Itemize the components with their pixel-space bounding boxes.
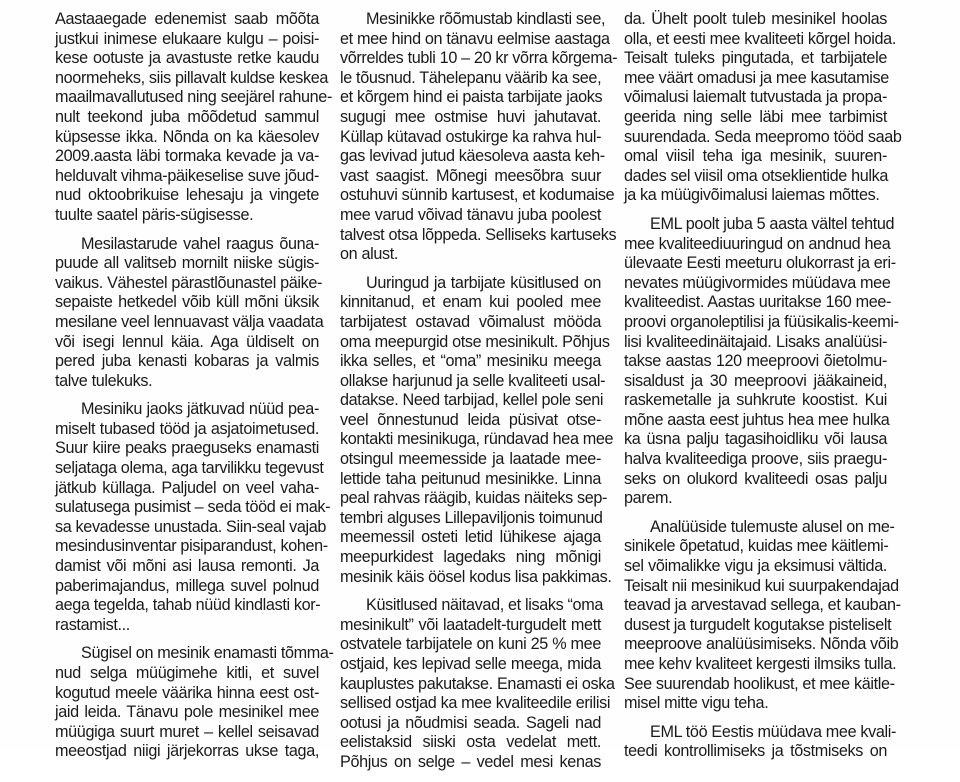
text-line: seks on olukord kvaliteedi osas palju: [624, 469, 887, 488]
text-line: mee väärt omadusi ja mee kasutamise: [624, 68, 889, 87]
text-line: meemessil osteti letid lühikese ajaga: [340, 528, 601, 547]
text-line: mesinikult” või laatadelt-turgudelt mett: [340, 615, 601, 634]
text-line: sulatusega pusimist – seda tööd ei mak-: [55, 498, 331, 517]
text-line: küpsesse ikka. Nõnda on ka käesolev: [55, 127, 319, 146]
text-line: ostjaid, kes lepivad selle meega, mida: [340, 655, 601, 673]
paragraph: [55, 10, 332, 226]
text-line: eelistaksid siiski osta vedelat mett.: [340, 733, 601, 752]
text-line: rastamist...: [55, 615, 130, 634]
text-line: mee kvaliteediuuringud on andnud hea: [624, 234, 891, 253]
text-line: EML poolt juba 5 aasta vältel tehtud: [650, 214, 895, 233]
text-line: jaid leida. Tänavu pole mesinikel mee: [55, 703, 319, 722]
text-line: ootusi ja nõudmisi seada. Sageli nad: [340, 713, 601, 732]
text-line: tuulte saatel päris-sügisesse.: [55, 205, 254, 224]
text-line: dades sel viisil oma otseklientide hulka: [624, 166, 889, 185]
paragraph: [340, 596, 615, 772]
text-line: omal viisil teha iga mesinik, suuren-: [624, 147, 887, 166]
text-line: kvaliteedist. Aastas uuritakse 160 mee-: [624, 293, 892, 312]
text-column-1: [55, 10, 334, 771]
text-line: geerida ning selle läbi mee tarbimist: [624, 107, 887, 126]
paragraph: [340, 10, 618, 265]
text-line: müügiga suurt muret – kellel seisavad: [55, 722, 319, 741]
text-line: võrreldes tubli 10 – 20 kr võrra kõrgema-: [340, 49, 618, 68]
text-column-2: [340, 10, 618, 782]
text-column-3: [624, 10, 902, 771]
text-line: tarbijatest ostavad võimalust mööda: [340, 312, 601, 331]
text-line: kogutud meele väärika hinna eest ost-: [55, 683, 319, 702]
text-line: talve tulekuks.: [55, 371, 153, 390]
text-line: võimalusi laiemalt tutvustada ja propa-: [624, 88, 887, 107]
text-line: Põhjus on selge – vedel mesi kenas: [340, 752, 601, 771]
text-line: Mesiniku jaoks jätkuvad nüüd pea-: [81, 400, 319, 419]
text-line: maailmavallutused ning seejärel rahune-: [55, 88, 332, 107]
text-line: parem.: [624, 489, 673, 508]
text-line: dusest ja turgudelt kogutakse pisteliselt: [624, 615, 892, 634]
text-line: teedi kontrollimiseks ja tõstmiseks on: [624, 742, 887, 761]
text-line: aega tegelda, tahab nüüd kindlasti kor-: [55, 596, 321, 615]
text-line: raskemetalle ja suhkrute koostist. Kui: [624, 391, 887, 410]
text-line: on alust.: [340, 245, 399, 264]
text-line: meeostjad niigi järjekorras ukse taga,: [55, 742, 319, 761]
text-line: mesindusinventar pisiparandust, kohen-: [55, 537, 328, 556]
text-line: sisaldust ja 30 meeproovi jääkaineid,: [624, 371, 887, 390]
text-line: Mesinikke rõõmustab kindlasti see,: [366, 10, 606, 28]
text-line: sepaiste hetkedel võib küll mõni üksik: [55, 293, 319, 312]
text-line: kauplustes pakutakse. Enamasti ei oska: [340, 674, 615, 693]
text-line: vast saagist. Mõnegi meesõbra suur: [340, 166, 601, 185]
text-line: peal rahvas räägib, kuidas näiteks sep-: [340, 489, 608, 508]
text-line: meepurkidest lagedaks ning mõnigi: [340, 548, 601, 567]
text-line: sel võimalikke vigu ja eksimusi vältida.: [624, 557, 887, 576]
text-line: Mesilastarude vahel raagus õuna-: [81, 234, 319, 253]
text-line: jätkub küllaga. Paljudel on veel vaha-: [55, 478, 319, 497]
text-line: meeproove analüüsimiseks. Nõnda võib: [624, 635, 899, 654]
text-line: veel õnnestunud leida püsivat otse-: [340, 410, 601, 429]
text-line: nevates müügivormides müüdava mee: [624, 273, 891, 292]
paragraph: [55, 400, 331, 635]
text-line: vaikus. Vähestel pärastlõunastel päike-: [55, 273, 323, 292]
text-line: ostuhuvi sünnib kartusest, et kodumaise: [340, 186, 615, 205]
text-line: olla, et eesti mee kvaliteeti kõrgel hoida.: [624, 29, 896, 48]
text-line: Küllap kütavad ostukirge ka rahva hul-: [340, 127, 602, 146]
text-line: da. Ühelt poolt tuleb mesinikel hoolas: [624, 10, 887, 28]
text-line: takse aastas 120 meeproovi õietolmu-: [624, 352, 887, 371]
text-line: justkui inimese elukaare kulgu – poisi-: [55, 29, 319, 48]
text-line: Sügisel on mesinik enamasti tõmma-: [81, 644, 334, 663]
text-line: mee varud võivad tänavu juba poolest: [340, 205, 601, 224]
text-line: teavad ja arvestavad sellega, et kauban-: [624, 596, 901, 615]
text-line: puude all valitseb mornilt niiske sügis-: [55, 254, 319, 273]
text-line: proovi organoleptilisi ja füüsikalis-keemi-: [624, 312, 899, 331]
text-line: EML töö Eestis müüdava mee kvali-: [650, 722, 897, 741]
text-line: nud selga müügimehe kitli, et suvel: [55, 664, 319, 682]
text-line: paberimajandus, millega suvel polnud: [55, 576, 319, 595]
text-line: ikka selles, et “oma” mesiniku meega: [340, 352, 601, 371]
text-line: sa kevadesse unustada. Siin-seal vajab: [55, 517, 327, 536]
text-line: suurendada. Seda meepromo tööd saab: [624, 127, 902, 146]
text-line: misel mitte vigu teha.: [624, 694, 769, 713]
text-line: mesinik käis öösel kodus lisa pakkimas.: [340, 567, 612, 586]
text-line: kese ootuste ja avastuste retke kaudu: [55, 49, 319, 68]
text-line: nult teekond juba mõõdetud sammul: [55, 107, 319, 126]
paragraph: [340, 273, 614, 588]
text-line: otsingul meemesside ja laatade mee-: [340, 450, 601, 469]
text-line: le tõusnud. Tähelepanu väärib ka see,: [340, 68, 602, 87]
paragraph: [624, 722, 897, 762]
text-line: Uuringud ja tarbijate küsitlused on: [366, 273, 601, 292]
text-line: või isegi lennul käia. Aga üldiselt on: [55, 332, 319, 351]
text-line: miselt tubased tööd ja asjatoimetused.: [55, 419, 319, 438]
text-line: Analüüside tulemuste alusel on me-: [650, 517, 895, 536]
paragraph: [624, 214, 899, 509]
text-line: ülevaate Eesti meeturu olukorrast ja eri-: [624, 254, 896, 273]
paragraph: [624, 517, 901, 714]
text-line: ka üsna palju tagasihoidliku või lausa: [624, 430, 887, 449]
text-line: ollakse harjunud ja selle kvaliteeti usal-: [340, 371, 606, 390]
text-line: nud oktoobrikuise lehesaju ja vingete: [55, 186, 319, 205]
text-line: et mee hind on tänavu eelmise aastaga: [340, 29, 610, 48]
text-line: kinnitanud, et enam kui pooled mee: [340, 293, 601, 312]
text-line: mee kehv kvaliteet kergesti ilmsiks tulla.: [624, 655, 897, 673]
text-line: See suurendab hoolikust, et mee käitle-: [624, 674, 895, 693]
text-line: ja ka müügivõimalusi laiemas mõttes.: [624, 186, 880, 205]
text-line: noormeheks, siis pillavalt kuldse keskea: [55, 68, 329, 87]
text-line: Küsitlused näitavad, et lisaks “oma: [366, 596, 603, 615]
text-line: seljataga olema, aga tarvilikku tegevust: [55, 459, 324, 478]
paragraph: [624, 10, 902, 206]
text-line: damist või mõni asi lausa remonti. Ja: [55, 557, 319, 576]
text-line: Teisalt tuleks pingutada, et tarbijatele: [624, 49, 887, 68]
text-line: Suur kiire peaks praeguseks enamasti: [55, 439, 319, 458]
text-line: pered juba kenasti kobaras ja valmis: [55, 352, 319, 371]
text-line: Teisalt nii mesinikud kui suurpakendajad: [624, 576, 899, 595]
text-line: mesilane veel lennuavast välja vaadata: [55, 312, 324, 331]
text-line: Aastaaegade edenemist saab mõõta: [55, 10, 319, 28]
text-line: kontakti mesinikuga, ründavad hea mee: [340, 430, 614, 449]
text-line: sellised ostjad ka mee kvaliteedile erilisi: [340, 694, 611, 713]
text-line: halva kvaliteediga proove, siis praegu-: [624, 450, 887, 469]
text-line: sinikele õpetatud, kuidas mee käitlemi-: [624, 537, 889, 556]
text-line: datakse. Need tarbijad, kellel pole seni: [340, 391, 604, 410]
text-line: lettide taha peitunud mesinikke. Linna: [340, 469, 601, 488]
text-line: oma meepurgid otse mesinikult. Põhjus: [340, 332, 610, 351]
paragraph: [55, 644, 334, 762]
text-line: sugugi mee ostmise huvi jahutavat.: [340, 107, 601, 126]
text-line: helduvalt vihma-päikeselise suve jõud-: [55, 166, 319, 185]
text-line: talvest otsa lõppeda. Selliseks kartuseks: [340, 225, 617, 244]
text-line: mõne aasta eest juhtus hea mee hulka: [624, 410, 890, 429]
paragraph: [55, 234, 324, 392]
text-line: lisi kvaliteedinäitajaid. Lisaks analüüsi-: [624, 332, 887, 351]
text-line: et kõrgem hind ei paista tarbijate jaoks: [340, 88, 603, 107]
text-line: gas levivad jutud käesoleva aasta keh-: [340, 147, 605, 166]
text-line: 2009.aasta läbi tormaka kevade ja va-: [55, 147, 319, 166]
text-line: tembri alguses Lillepaviljonis toimunud: [340, 508, 603, 527]
text-line: ostvatele tarbijatele on kuni 25 % mee: [340, 635, 601, 654]
